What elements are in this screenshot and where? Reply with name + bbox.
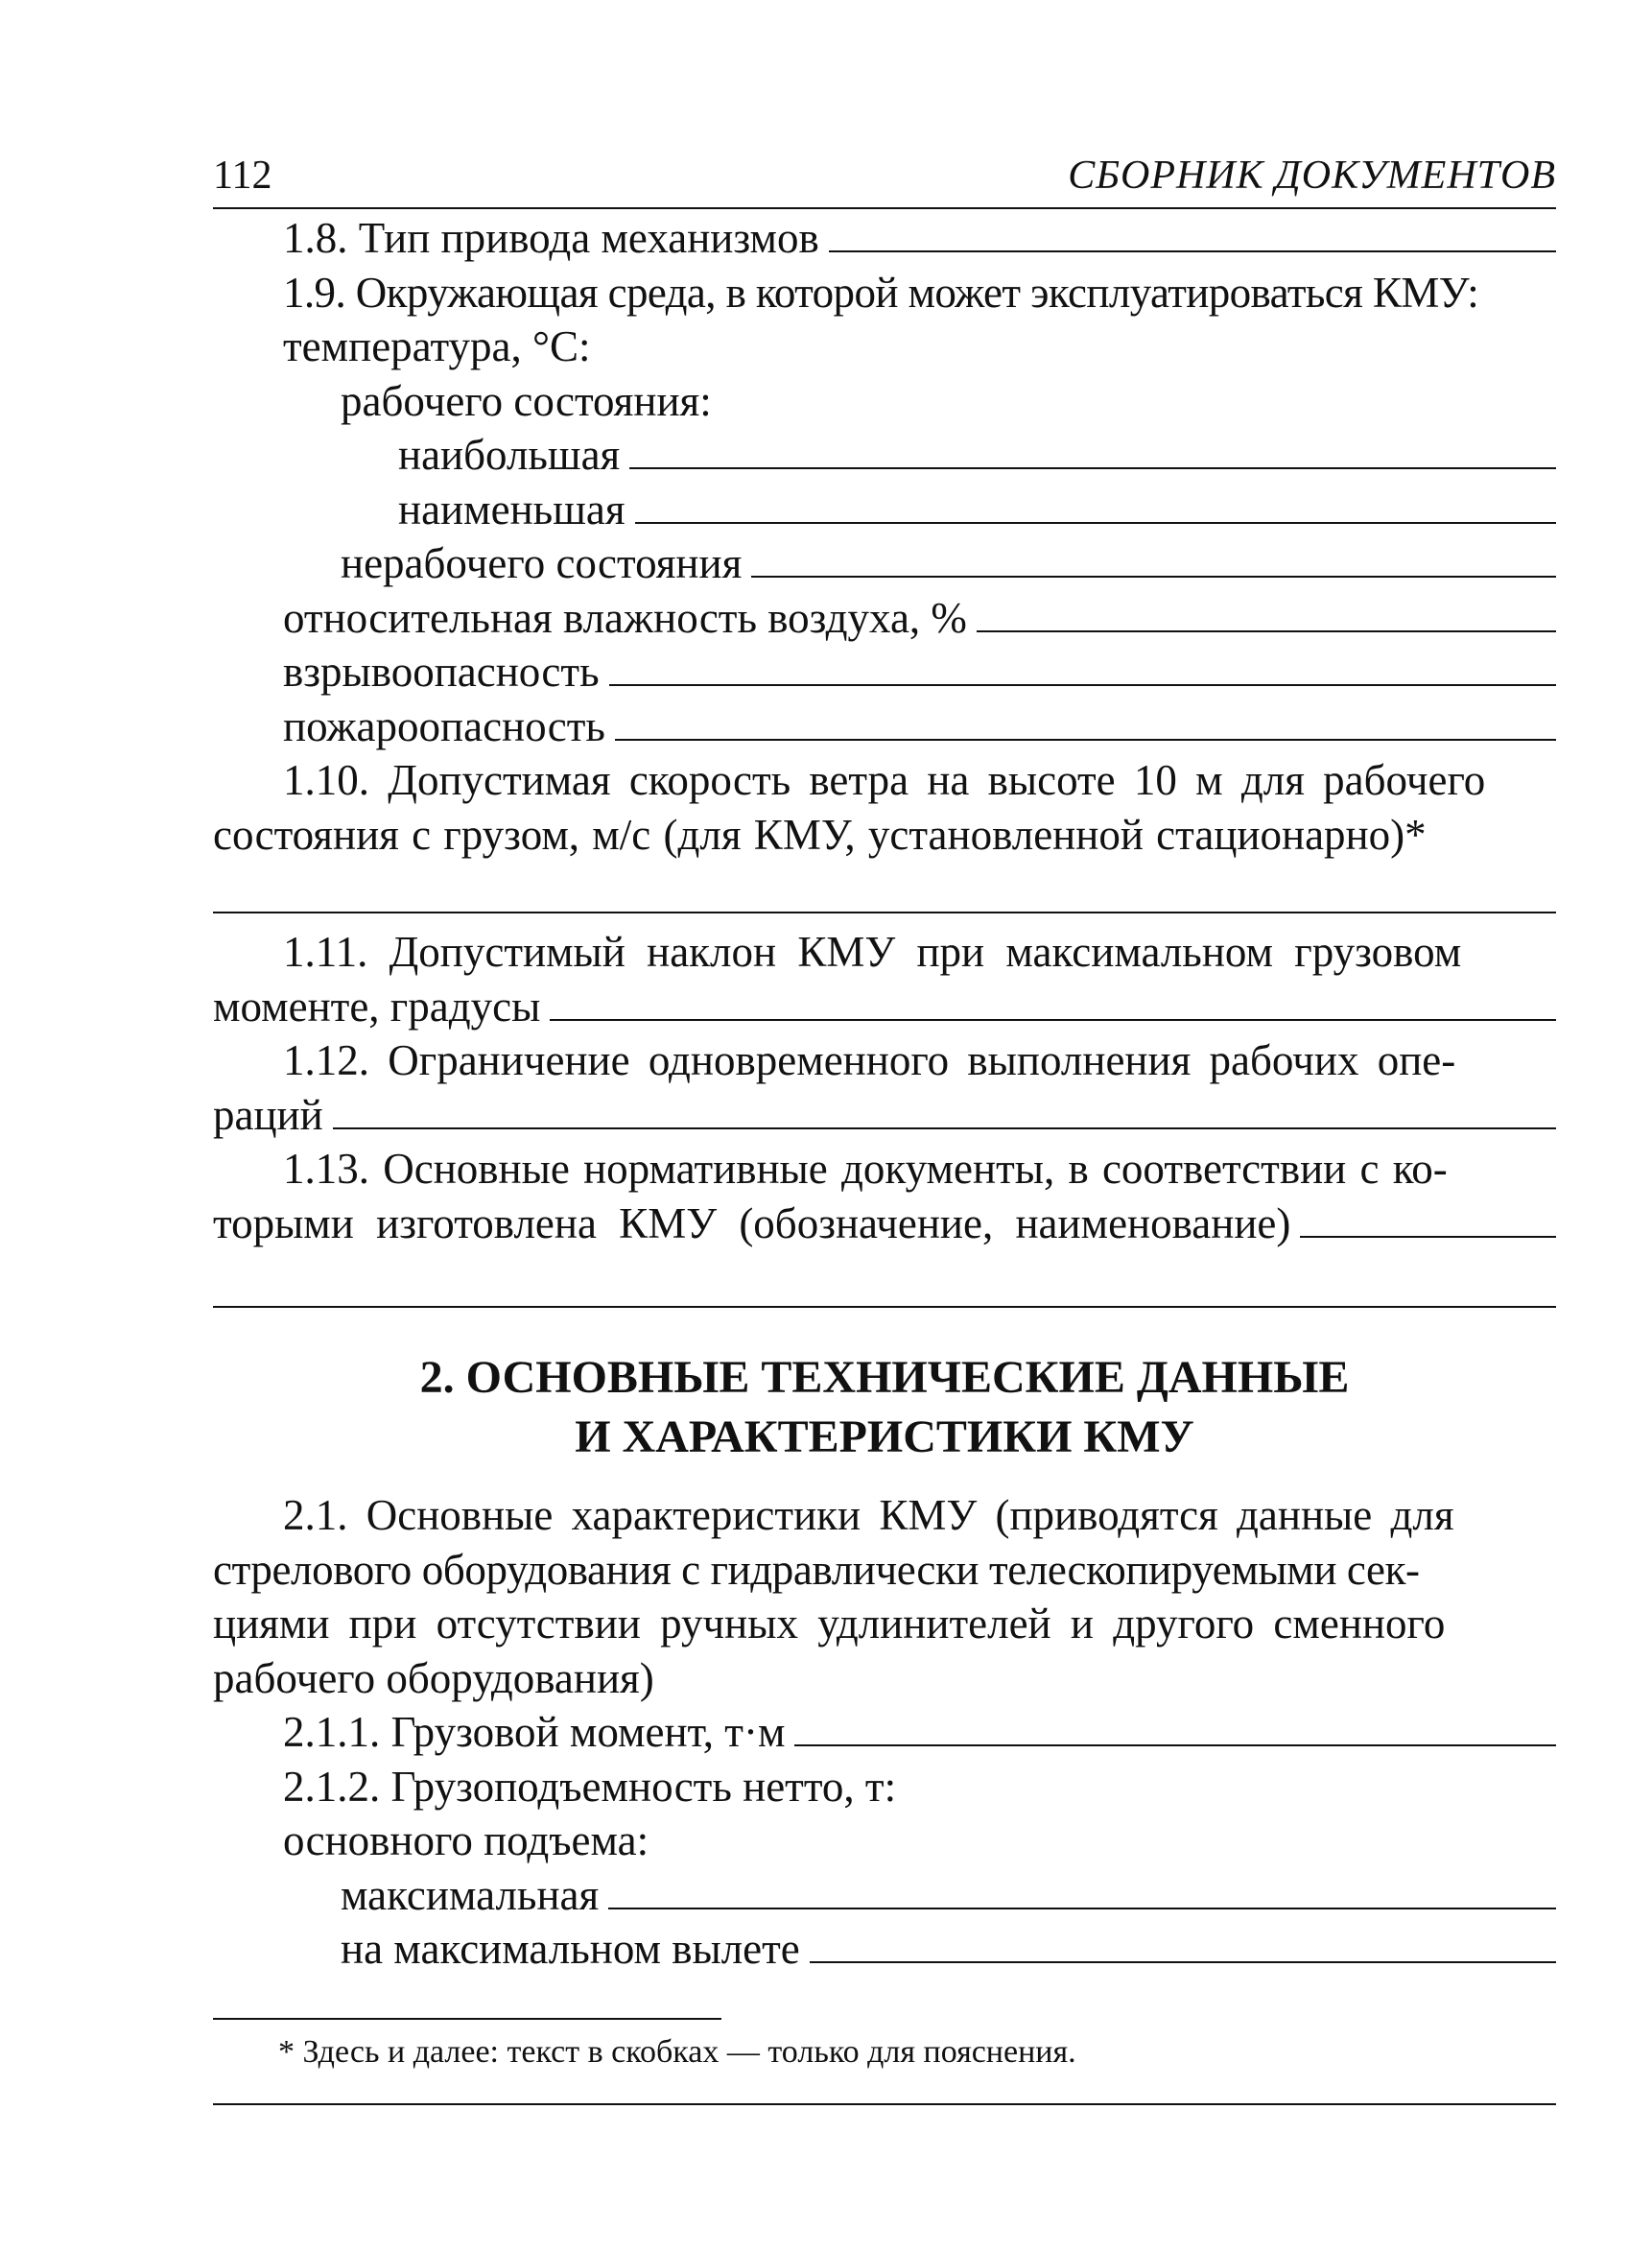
page-number: 112	[213, 154, 272, 198]
field-label: торыми изготовлена КМУ (обозначение, наименование)	[213, 1198, 1291, 1247]
item-1-12-line1	[213, 1033, 1556, 1088]
item-text: рабочего оборудования)	[213, 1653, 654, 1702]
item-1-13-line1	[213, 1142, 1556, 1197]
field-temp-max	[213, 428, 1556, 483]
footnote-rule	[213, 2018, 721, 2020]
field-explosion-hazard	[213, 645, 1556, 699]
field-label: взрывоопасность	[283, 648, 600, 696]
field-nonworking-temp	[213, 536, 1556, 591]
field-normative-docs	[213, 1197, 1556, 1251]
running-title: СБОРНИК ДОКУМЕНТОВ	[1068, 154, 1556, 198]
item-text: стрелового оборудования с гидравлически телескопируемыми сек-	[213, 1545, 1420, 1594]
fill-line-normative-docs	[213, 1250, 1556, 1314]
section-2-heading	[213, 1348, 1556, 1467]
bottom-rule	[213, 2103, 1556, 2105]
item-text: 1.12. Ограничение одновременного выполнения рабочих опе-	[283, 1036, 1456, 1084]
field-label: основного подъема:	[283, 1816, 649, 1864]
fill-line	[615, 739, 1556, 741]
net-capacity-label	[213, 1760, 1556, 1814]
field-label: максимальная	[341, 1870, 600, 1919]
field-tilt	[213, 980, 1556, 1034]
field-operation-limits	[213, 1088, 1556, 1143]
fill-line	[810, 1961, 1556, 1963]
field-label: моменте, градусы	[213, 982, 541, 1031]
field-drive-type	[213, 211, 1556, 266]
heading-line: 2. ОСНОВНЫЕ ТЕХНИЧЕСКИЕ ДАННЫЕ	[419, 1352, 1350, 1403]
item-1-9-heading	[213, 266, 1556, 320]
item-text: 2.1. Основные характеристики КМУ (приводятся данные для	[283, 1491, 1454, 1539]
form-body	[213, 211, 1556, 1977]
item-1-10-line2	[213, 808, 1556, 863]
item-text: 1.13. Основные нормативные документы, в соответствии с ко-	[283, 1145, 1448, 1193]
fill-line	[1300, 1236, 1556, 1238]
fill-line	[550, 1019, 1556, 1021]
field-label: 2.1.2. Грузоподъемность нетто, т:	[283, 1762, 897, 1811]
field-label: 2.1.1. Грузовой момент, т·м	[283, 1708, 786, 1756]
item-2-1-line2	[213, 1543, 1556, 1598]
item-text: 1.11. Допустимый наклон КМУ при максимальном грузовом	[283, 928, 1462, 976]
page-header	[213, 144, 1556, 209]
item-2-1-line3	[213, 1597, 1556, 1651]
item-2-1-line1	[213, 1488, 1556, 1543]
item-1-11-line1	[213, 925, 1556, 980]
item-text: циями при отсутствии ручных удлинителей и другого сменного	[213, 1600, 1446, 1648]
fill-line	[629, 467, 1556, 469]
fill-line	[333, 1127, 1556, 1129]
field-capacity-max	[213, 1868, 1556, 1923]
page	[213, 144, 1556, 1977]
fill-line-wind-speed	[213, 862, 1556, 919]
temperature-label	[213, 320, 1556, 374]
fill-line	[635, 522, 1556, 524]
fill-line	[829, 250, 1556, 252]
field-label: температура, °C:	[283, 322, 591, 370]
item-text: 1.9. Окружающая среда, в которой может эксплуатироваться КМУ:	[283, 268, 1479, 317]
field-label: рабочего состояния:	[341, 376, 712, 425]
item-1-10-line1	[213, 753, 1556, 808]
field-label: на максимальном вылете	[341, 1925, 800, 1973]
footnote: * Здесь и далее: текст в скобках — только для пояснения.	[278, 2034, 1076, 2070]
field-label: 1.8. Тип привода механизмов	[283, 214, 819, 262]
field-label: наибольшая	[398, 431, 621, 479]
field-label: нерабочего состояния	[341, 539, 743, 587]
fill-line	[977, 630, 1556, 632]
item-text: 1.10. Допустимая скорость ветра на высоте 10 м для рабочего	[283, 756, 1486, 804]
fill-line	[609, 684, 1556, 686]
fill-line	[608, 1908, 1556, 1909]
heading-line: И ХАРАКТЕРИСТИКИ КМУ	[575, 1411, 1194, 1462]
field-temp-min	[213, 483, 1556, 537]
item-text: состояния с грузом, м/с (для КМУ, установленной стационарно)*	[213, 810, 1427, 859]
field-label: относительная влажность воздуха, %	[283, 593, 967, 642]
field-label: раций	[213, 1090, 323, 1139]
working-state-label	[213, 374, 1556, 429]
field-capacity-max-reach	[213, 1922, 1556, 1977]
field-humidity	[213, 591, 1556, 646]
fill-line	[794, 1744, 1556, 1746]
field-fire-hazard	[213, 699, 1556, 754]
item-2-1-line4	[213, 1651, 1556, 1706]
fill-line	[751, 576, 1556, 578]
field-label: наименьшая	[398, 485, 625, 533]
field-label: пожароопасность	[283, 701, 605, 750]
main-lift-label	[213, 1813, 1556, 1868]
field-load-moment	[213, 1705, 1556, 1760]
